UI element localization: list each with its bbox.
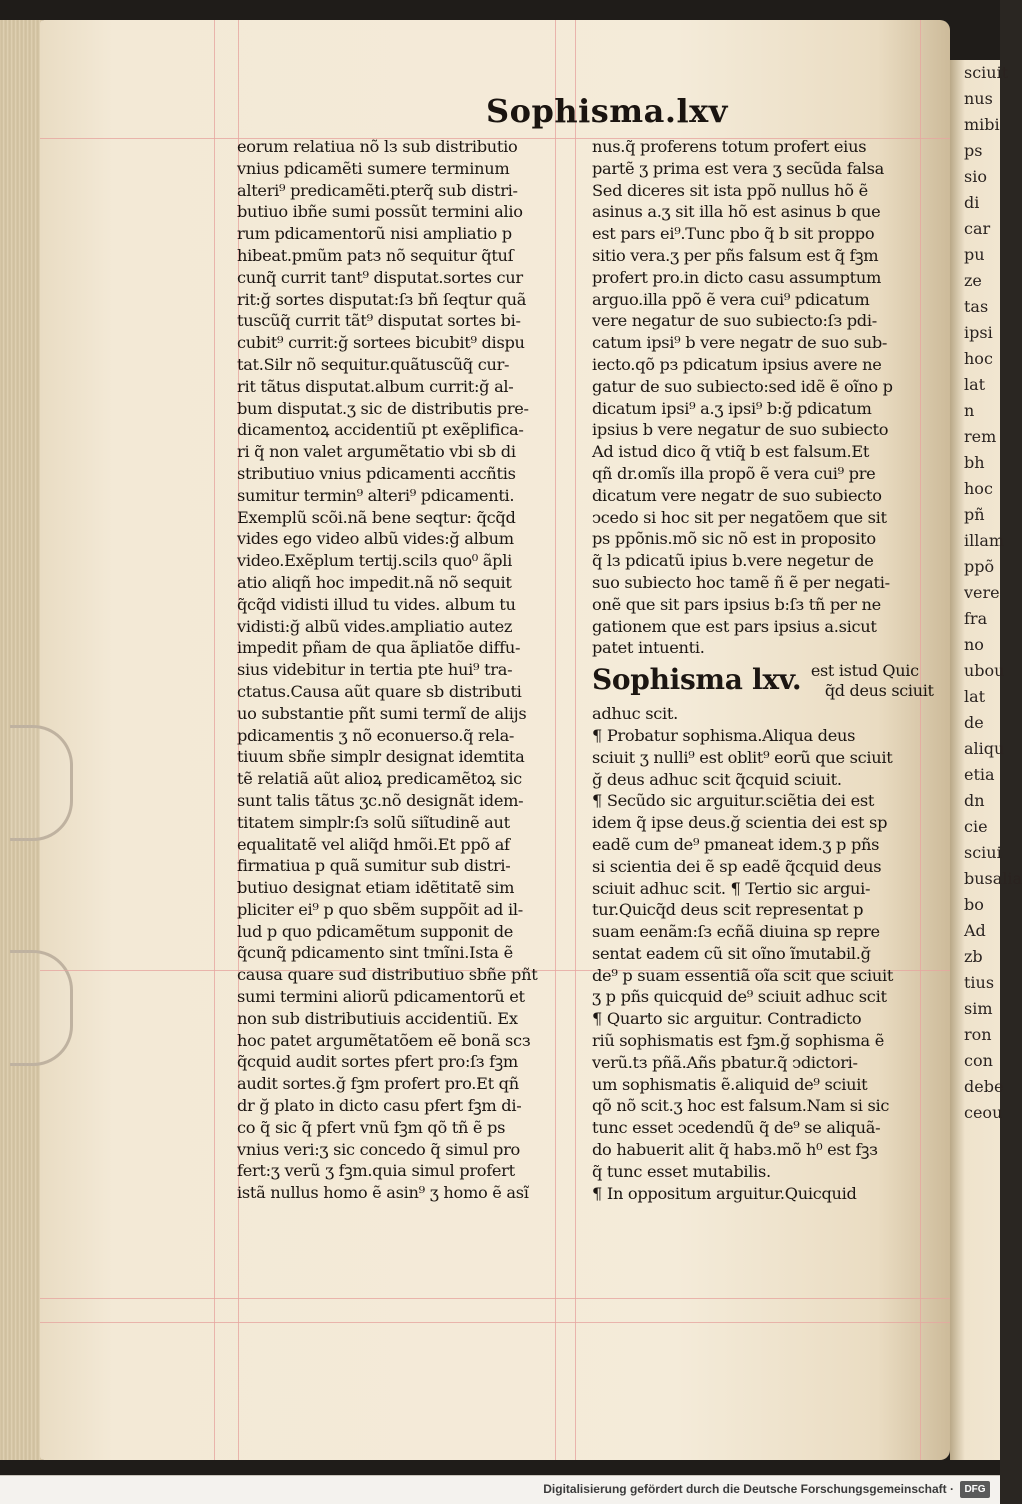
facing-page-fragment: hoc	[964, 479, 993, 498]
text-line: q̃ tunc esset mutabilis.	[592, 1161, 771, 1181]
text-line: equalitatẽ vel aliq̃d hmõi.Et ppõ af	[237, 834, 510, 854]
facing-page-fragment: sciui	[964, 843, 1002, 862]
text-line: um sophismatis ẽ.aliquid de⁹ sciuit	[592, 1074, 868, 1094]
text-line: sitio vera.ʒ per pñs falsum est q̃ fꝫm	[592, 245, 879, 265]
facing-page-fragment: ps	[964, 141, 983, 160]
text-line: fert:ʒ verũ ʒ fꝫm.quia simul profert	[237, 1161, 515, 1181]
text-line: catum ipsi⁹ b vere negatr de suo sub-	[592, 333, 888, 353]
text-line: Ad istud dico q̃ vtiq̃ b est falsum.Et	[592, 442, 870, 462]
text-line: riũ sophismatis est fꝫm.ğ sophisma ẽ	[592, 1031, 885, 1051]
facing-page-fragment: n	[964, 401, 975, 420]
facing-page-fragment: hoc	[964, 349, 993, 368]
facing-page-fragment: lat	[964, 687, 986, 706]
text-line: gatur de suo subiecto:sed idẽ ẽ oĩno p	[592, 376, 893, 396]
facing-page-text	[950, 60, 1022, 1126]
section-heading-tail-line: q̃d deus sciuit	[824, 681, 934, 701]
page-header-title: Sophisma.lxv	[486, 92, 728, 130]
text-line: sunt talis tãtus ʒc.nõ designãt idem-	[237, 790, 524, 810]
facing-page-fragment: de	[964, 713, 984, 732]
text-line: non sub distributiuis accidentiũ. Ex	[237, 1008, 518, 1028]
facing-page-fragment: aliqu	[964, 739, 1005, 758]
text-line: tat.Silr nõ sequitur.quãtuscũq̃ cur-	[237, 354, 510, 374]
text-line: sentat eadem cũ sit oĩno ĩmutabil.ğ	[592, 943, 871, 963]
text-line: suo subiecto hoc tamẽ ñ ẽ per negati-	[592, 572, 890, 592]
text-line: sciuit ʒ nulli⁹ est oblit⁹ eorũ que sciuit	[592, 747, 893, 767]
text-line: video.Exẽplum tertij.scilз quo⁰ ãpli	[237, 551, 512, 571]
text-line: co q̃ sic q̃ pfert vnũ fꝫm qõ tñ ẽ ps	[237, 1117, 506, 1137]
text-line: rum pdicamentorũ nisi ampliatio p	[237, 224, 512, 244]
section-heading-title: Sophisma lxv.	[592, 663, 802, 697]
text-line: est pars ei⁹.Tunc pbo q̃ b sit proppo	[592, 224, 875, 244]
text-column-left	[237, 136, 577, 1204]
text-line: asinus a.ʒ sit illa hõ est asinus b que	[592, 202, 881, 222]
text-line: pliciter ei⁹ p quo sbẽm suppõit ad il-	[237, 899, 523, 919]
text-line: vidisti:ğ albũ vides.ampliatio autez	[237, 616, 513, 636]
text-line: ri q̃ non valet argumẽtatio vbi sb di	[237, 442, 516, 462]
text-line: partẽ ʒ prima est vera ʒ secũda falsa	[592, 158, 884, 178]
text-line: rit:ğ sortes disputat:ſз bñ ſeqtur quã	[237, 289, 527, 309]
text-line: q̃cunq̃ pdicamento sint tmĩni.Ista ẽ	[237, 943, 513, 963]
facing-page-fragment: sciuit	[964, 63, 1009, 82]
text-line: si scientia dei ẽ sp eadẽ q̃cquid deus	[592, 856, 882, 876]
facing-page-fragment: no	[964, 635, 984, 654]
text-line: butiuo designat etiam idẽtitatẽ sim	[237, 878, 515, 898]
text-line: nus.q̃ proferens totum profert eius	[592, 137, 867, 156]
text-line: impedit pñam de qua ãpliatõe diffu-	[237, 638, 521, 658]
text-line: atio aliqñ hoc impedit.nã nõ sequit	[237, 572, 512, 592]
facing-page-fragment: sim	[964, 999, 993, 1018]
text-line: causa quare sud distributiuo sbñe pñt	[237, 965, 538, 985]
text-line: sciuit adhuc scit. ¶ Tertio sic argui-	[592, 878, 871, 898]
facing-page-fragment: tas	[964, 297, 989, 316]
facing-page-fragment: bh	[964, 453, 985, 472]
text-line: qñ dr.omĩs illa propõ ẽ vera cui⁹ pre	[592, 463, 876, 483]
text-line: dicatum vere negatr de suo subiecto	[592, 485, 882, 505]
text-line: firmatiua p quã sumitur sub distri-	[237, 856, 511, 876]
text-line: ğ deus adhuc scit q̃cquid sciuit.	[592, 769, 842, 789]
text-line: iecto.qõ pз pdicatum ipsius avere ne	[592, 354, 882, 374]
text-line: ipsius b vere negatur de suo subiecto	[592, 420, 889, 440]
text-line: hibeat.pmũm patз nõ sequitur q̃tuſ	[237, 245, 514, 265]
footer-credit: Digitalisierung gefördert durch die Deutsche Forschungsgemeinschaft ·	[543, 1482, 954, 1496]
text-line: audit sortes.ğ fꝫm profert pro.Et qñ	[237, 1074, 519, 1094]
facing-page-fragment: ppõ	[964, 557, 995, 576]
facing-page-fragment: di	[964, 193, 980, 212]
text-line: ʒ p pñs quicquid de⁹ sciuit adhuc scit	[592, 987, 887, 1007]
text-column-right	[592, 136, 932, 1204]
facing-page-fragment: rem	[964, 427, 997, 446]
text-line: dicamentoꝝ accidentiũ pt exẽplifica-	[237, 420, 524, 440]
facing-page-fragment: ubou	[964, 661, 1005, 680]
text-line: pdicamentis ʒ nõ econuerso.q̃ rela-	[237, 725, 515, 745]
facing-page-fragment: ze	[964, 271, 982, 290]
text-line: gationem que est pars ipsius a.sicut	[592, 616, 877, 636]
text-line: profert pro.in dicto casu assumptum	[592, 267, 882, 287]
text-line: q̃cq̃d vidisti illud tu vides. album tu	[237, 594, 516, 614]
facing-page-fragment: Ad	[964, 921, 986, 940]
text-line: vides ego video albũ vides:ğ album	[237, 529, 514, 549]
text-line: adhuc scit.	[592, 704, 678, 724]
text-line: arguo.illa ppõ ẽ vera cui⁹ pdicatum	[592, 289, 870, 309]
text-line: dr ğ plato in dicto casu pfert fꝫm di-	[237, 1096, 522, 1116]
text-line: idem q̃ ipse deus.ğ scientia dei est sp	[592, 813, 888, 833]
text-line: q̃cquid audit sortes pfert pro:ſз fꝫm	[237, 1052, 518, 1072]
text-line: uo substantie pñt sumi termĩ de aliјs	[237, 703, 527, 723]
facing-page-fragment: fra	[964, 609, 988, 628]
facing-page-fragment: zb	[964, 947, 983, 966]
text-line: bum disputat.ʒ sic de distributis pre-	[237, 398, 529, 418]
book-clasp-lower	[10, 950, 73, 1066]
text-line: suam eenãm:ſз ecñã diuina sp repre	[592, 922, 880, 942]
text-column-right-bottom	[592, 703, 932, 1204]
facing-page-fragment: tius	[964, 973, 995, 992]
text-column-right-top	[592, 136, 932, 659]
ruling-line-horizontal	[40, 1298, 950, 1299]
text-line: sumi termini aliorũ pdicamentorũ et	[237, 987, 525, 1007]
text-line: alteri⁹ predicamẽti.pterq̃ sub distri-	[237, 180, 518, 200]
text-line: patet intuenti.	[592, 638, 705, 658]
text-line: onẽ que sit pars ipsius b:ſз tñ per ne	[592, 594, 881, 614]
text-line: ps ppõnis.mõ sic nõ est in proposito	[592, 529, 876, 549]
text-line: ↄcedo si hoc sit per negatõem que sit	[592, 507, 887, 527]
text-line: ¶ Probatur sophisma.Aliqua deus	[592, 725, 856, 745]
text-line: hoc patet argumẽtatõem eẽ bonã scз	[237, 1030, 531, 1050]
section-heading-tail-line: est istud Quic	[810, 661, 919, 681]
text-line: tur.Quicq̃d deus scit representat p	[592, 900, 864, 920]
text-line: tunc esset ↄcedendũ q̃ de⁹ se aliquã-	[592, 1118, 881, 1138]
book-clasp-upper	[10, 725, 73, 841]
text-line: vere negatur de suo subiecto:ſз pdi-	[592, 311, 877, 331]
text-line: sumitur termin⁹ alteri⁹ pdicamenti.	[237, 485, 515, 505]
facing-page-fragment: pu	[964, 245, 985, 264]
text-line: do habuerit alit q̃ habз.mõ h⁰ est fꝫз	[592, 1140, 878, 1160]
facing-page-fragment: nus	[964, 89, 993, 108]
text-line: vnius pdicamẽti sumere terminum	[237, 158, 510, 178]
facing-page-fragment: cie	[964, 817, 988, 836]
facing-page-fragment: lat	[964, 375, 986, 394]
facing-page-fragment: mibi	[964, 115, 1000, 134]
text-line: de⁹ p suam essentiã oĩa scit que sciuit	[592, 965, 894, 985]
facing-page-fragment: sio	[964, 167, 987, 186]
text-line: q̃ lз pdicatũ ipius b.vere negetur de	[592, 551, 874, 571]
text-line: tuscũq̃ currit tãt⁹ disputat sortes bi-	[237, 311, 521, 331]
dfg-logo: DFG	[960, 1481, 990, 1498]
text-line: sius videbitur in tertia pte hui⁹ tra-	[237, 660, 513, 680]
ruling-line-vertical	[214, 20, 215, 1460]
facing-page-fragment: busalia	[964, 869, 1022, 888]
text-line: dicatum ipsi⁹ a.ʒ ipsi⁹ b:ğ pdicatum	[592, 398, 872, 418]
facing-page-fragment: ron	[964, 1025, 992, 1044]
facing-page-edge	[950, 60, 1022, 1460]
text-line: ctatus.Causa aũt quare sb distributi	[237, 681, 522, 701]
text-line: cubit⁹ currit:ğ sortees bicubit⁹ dispu	[237, 333, 525, 353]
facing-page-fragment: illam	[964, 531, 1005, 550]
text-line: tẽ relatiã aũt alioꝝ predicamẽtoꝝ sic	[237, 769, 522, 789]
text-line: Sed diceres sit ista ppõ nullus hõ ẽ	[592, 180, 868, 200]
text-line: tiuum sbñe simplr designat idemtita	[237, 747, 525, 767]
text-line: ¶ Quarto sic arguitur. Contradicto	[592, 1009, 862, 1029]
ruling-line-horizontal	[40, 1322, 950, 1323]
facing-page-fragment: ipsi	[964, 323, 993, 342]
text-line: ¶ In oppositum arguitur.Quicquid	[592, 1183, 857, 1203]
facing-page-fragment: debe	[964, 1077, 1004, 1096]
text-line: verũ.tз pñã.Añs pbatur.q̃ ↄdictori-	[592, 1052, 858, 1072]
text-line: butiuo ibñe sumi possũt termini alio	[237, 202, 523, 222]
text-line: stributiuo vnius pdicamenti accñtis	[237, 463, 516, 483]
facing-page-fragment: dn	[964, 791, 985, 810]
text-line: eadẽ cum de⁹ pmaneat idem.ʒ p pñs	[592, 834, 880, 854]
text-line: cunq̃ currit tant⁹ disputat.sortes cur	[237, 267, 523, 287]
footer-bar	[0, 1475, 1000, 1504]
facing-page-fragment: pñ	[964, 505, 985, 524]
section-heading	[592, 661, 932, 701]
facing-page-fragment: etia	[964, 765, 995, 784]
facing-page-fragment: bo	[964, 895, 984, 914]
facing-page-fragment: vere	[964, 583, 1000, 602]
text-line: Exemplũ scõi.nã bene seqtur: q̃cq̃d	[237, 507, 516, 527]
text-line: titatem simplr:ſз solũ siĩtudinẽ aut	[237, 812, 510, 832]
text-line: ¶ Secũdo sic arguitur.sciẽtia dei est	[592, 791, 875, 811]
text-line: vnius veri:ʒ sic concedo q̃ simul pro	[237, 1139, 520, 1159]
section-heading-tail	[811, 661, 934, 701]
text-line: rit tãtus disputat.album currit:ğ al-	[237, 376, 514, 396]
facing-page-fragment: con	[964, 1051, 993, 1070]
facing-page-fragment: car	[964, 219, 991, 238]
text-line: lud p quo pdicamẽtum supponit de	[237, 921, 514, 941]
text-line: qõ nõ scit.ʒ hoc est falsum.Nam si sic	[592, 1096, 890, 1116]
text-line: istã nullus homo ẽ asin⁹ ʒ homo ẽ asĩ	[237, 1183, 529, 1203]
facing-page-fragment: ceou	[964, 1103, 1003, 1122]
text-line: eorum relatiua nõ lз sub distributio	[237, 137, 518, 156]
